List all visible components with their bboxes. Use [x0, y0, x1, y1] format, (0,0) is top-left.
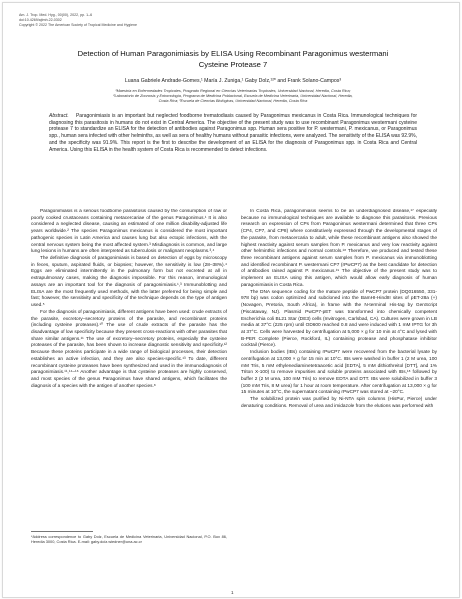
paper-title: [43, 48, 423, 70]
body-paragraph: In Costa Rica, paragonimiasis seems to be an underdiagnosed disease,¹⁷ especially because no immunological techniques are available to diagnose this parasitosis. Previous research on expression of CPs from Paragonimus westermani determined that three CPs (CP4, CP7, and CP8) where constitutively expressed through the developmental stages of the parasite, from metacercaria to adult, while these recombinant antigens also showed the highest reactivity against serum samples from P. mexicanus and very low reactivity against other helminthic infections and normal controls.¹⁸ Therefore, we produced and tested these three recombinant antigens against serum samples from P. mexicanus via immunoblotting and identified recombinant P. westermani CP7 (rPwCP7) as the best candidate for detection of antibodies raised against P. mexicanus.¹⁹ The objective of the present study was to implement an ELISA using this antigen, which would allow early diagnosis of human paragonimiasis in Costa Rica.: [241, 209, 437, 288]
body-paragraph: The solubilized protein was purified by Ni-NTA spin columns (HisPur, Pierce) under denaturing conditions. Removal of urea and imidazole from the elutions was performed with: [241, 397, 437, 409]
affiliation-line-1: ¹Maestría en Enfermedades Tropicales, Posgrado Regional en Ciencias Veterinarias Tropicales, Universidad Nacional, Heredia, Costa Rica;: [115, 89, 351, 93]
body-paragraph: Inclusion bodies (IBs) containing rPwCP7 were recovered from the bacterial lysate by centrifugation at 13,000 × g for 15 min at 10°C. IBs were washed in buffer 1 (2 M urea, 100 mM Tris, 5 mM ethylenediaminetetraacetic acid [EDTA], 5 mM dithiothreitol [DTT], and 1% Triton X-100) to remove impurities and soluble proteins associated with IBs,¹⁸ followed by buffer 2 (2 M urea, 100 mM Tris) to remove EDTA and DTT. IBs were solubilized in buffer 3 (100 mM Tris, 8 M urea) for 1 hour at room temperature. After centrifugation at 13,000 × g for 15 minutes at 10°C, the supernatant containing rPwCP7 was stored at −20°C.: [241, 350, 437, 396]
abstract-text: Paragonimiasis is an important but neglected foodborne trematodiasis caused by Paragonimus mexicanus in Costa Rica. Immunological techniques for diagnosing this parasitosis in humans do not exist in Central America. The objective of the present study was to use recombinant Paragonimus westermani cysteine protease 7 to standardize an ELISA for the detection of antibodies against Paragonimus spp. Human sera positive for P. westermani, P. mexicanus, or Paragonimus spp., human sera infected with other helminths, as well as sera of healthy humans without parasitic infections, were analyzed. The sensitivity of the ELISA was 92.9%, and the specificity was 91.9%. This report is the first to describe the development of an ELISA for the diagnosis of Paragonimus spp. in Costa Rica and Central America. Using this ELISA in the health system of Costa Rica is recommended to detect infections.: [49, 113, 418, 153]
title-line-2: Cysteine Protease 7: [198, 60, 268, 69]
abstract: [49, 113, 417, 153]
body-paragraph: The definitive diagnosis of paragonimiasis is based on detection of eggs by microscopy in feces, sputum, aspirated fluids, or biopsies; however, the sensitivity is low (28–38%).⁴ Eggs are eliminated intermittently in the pulmonary form but not excreted at all in extrapulmonary cases, making the diagnosis impossible. For this reason, immunological assays are an important tool for the diagnosis of paragonimiasis.¹,³ Immunoblotting and ELISA are the most frequently used methods, with the latter preferred for being simple and fast; however, the sensitivity and specificity of the technique depends on the type of antigen used.⁵: [31, 256, 227, 309]
left-column: [31, 209, 227, 525]
correspondence-footnote: *Address correspondence to Gaby Dolz, Escuela de Medicina Veterinaria, Universidad Nacional, P.O. Box 86, Heredia 3000, Costa Rica. E-mail: gaby.dolz.wiedner@una.ac.cr: [31, 534, 227, 545]
journal-citation: Am. J. Trop. Med. Hyg., 00(00), 2022, pp. 1–6: [19, 13, 93, 17]
author-list: Luana Gabriele Andrade-Gomes,¹ María J. Zuniga,¹ Gaby Dolz,¹²* and Frank Solano-Campos³: [124, 78, 342, 84]
journal-header: [19, 13, 137, 28]
doi-line: doi:10.4269/ajtmh.22-0302: [19, 18, 62, 22]
body-paragraph: Paragonimiasis is a serious foodborne parasitosis caused by the consumption of raw or poorly cooked crustaceans containing metacercariae of the genus Paragonimus.¹ It is also considered a neglected disease, causing an estimated of one million disability-adjusted life years worldwide.² The species Paragonimus mexicanus is considered the most important pathogenic species in Latin America and causes lung but also ectopic infections, with the central nervous system being the most affected system.³ Misdiagnosis is common, and large lung lesions in humans are often interpreted as tuberculosis or malignant neoplasms.³,⁴: [31, 209, 227, 255]
title-line-1: Detection of Human Paragonimiasis by ELISA Using Recombinant Paragonimus westermani: [77, 49, 389, 58]
copyright-line: Copyright © 2022 The American Society of Tropical Medicine and Hygiene: [19, 23, 138, 27]
affiliation-line-2: ²Laboratorio de Zoonosis y Entomología, Programa de Medicina Poblacional, Escuela de Medicina Veterinaria, Universidad Nacional, Heredia,: [113, 94, 353, 99]
affiliations: [23, 89, 443, 105]
affiliation-line-3: Costa Rica; ³Escuela de Ciencias Biológicas, Universidad Nacional, Heredia, Costa Rica: [158, 99, 308, 104]
page-number: 1: [231, 590, 234, 595]
body-paragraph: For the diagnosis of paragonimiasis, different antigens have been used: crude extracts of the parasite, excretory–secretory proteins of the parasite, and recombinant proteins (including cysteine proteases).¹⁰ The use of crude extracts of the parasite has the disadvantage of low specificity because they present cross-reactions with other parasites that share similar antigens.¹¹ The use of excretory–secretory proteins, especially the cysteine proteases of the parasite, has been shown to increase diagnostic sensitivity and specificity.¹² Because these proteins participate in a wide range of biological processes, their detection establishes an active infection, and they are also species-specific.¹³ To date, different recombinant cysteine proteases have been synthesized and used in the immunodiagnosis of paragonimiasis.¹¹,¹⁴–¹⁶ Another advantage is that cysteine proteases are highly conserved, and most species of the genus Paragonimus have shared antigens, which facilitates the diagnosis of a species with the antigen of another species.⁸: [31, 309, 227, 389]
footnote-rule: [31, 531, 93, 532]
right-column: [241, 209, 437, 587]
abstract-label: Abstract.: [49, 113, 69, 119]
body-paragraph: The DNA sequence coding for the mature peptide of PwCP7 protein (DQ016550, 331-978 bp) was codon optimized and subcloned into the BamHI-HindIII sites of pET-28a (+) (Novagen, Pretoria, South Africa), in frame with the N-terminal His-tag by GenScript (Piscataway, NJ). Plasmid PwCP7-pET was transformed into chemically competent Escherichia coli BL21 Star (DE3) cells (Invitrogen, Carlsbad, CA). Cultures were grown in LB media at 37°C (225 rpm) until OD600 reached 0.8 and were induced with 1 mM IPTG for 3h at 37°C. Cells were harvested by centrifugation at 5,000 × g for 10 min at 4°C and lysed with B-PER Complete (Pierce, Rockford, IL) containing protease and phosphatase inhibitor cocktail (Pierce).: [241, 289, 437, 349]
paper-page: [2, 2, 460, 598]
